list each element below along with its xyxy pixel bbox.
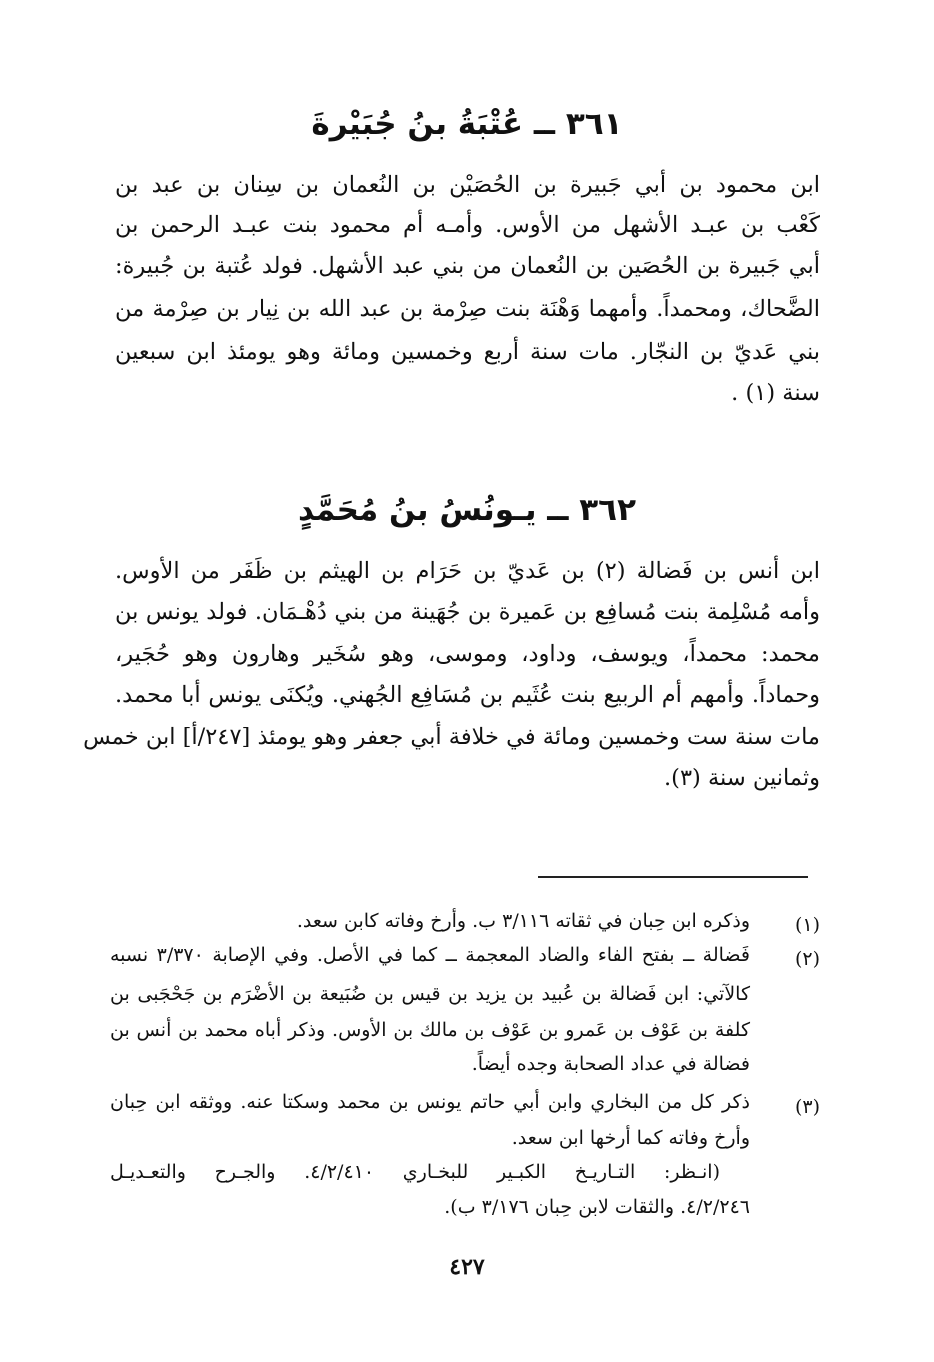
footnote-line: (انـظر: التـاريـخ الكبـير للبخـاري ٤/٢/٤١٠. والجـرح والتعـديـل — [110, 1161, 721, 1183]
footnote-number: (١) — [794, 914, 820, 936]
page-number: ٤٢٧ — [449, 1254, 485, 1280]
footnote-line: وذكره ابن حِبان في ثقاته ٣/١١٦ ب. وأرخ وفاته كابن سعد. — [296, 910, 750, 932]
entry-heading-362: ٣٦٢ ــ يـونُسُ بنُ مُحَمَّدٍ — [297, 492, 637, 528]
entry-361-line: الضَّحاك، ومحمداً. وأمهما وَهْنَة بنت صِرْمة بن عبد الله بن نِيار بن صِرْمة من — [115, 296, 820, 322]
entry-362-line: مات سنة ست وخمسين ومائة في خلافة أبي جعفر وهو يومئذ [٢٤٧/أ] ابن خمس — [83, 724, 820, 750]
entry-361-line: ابن محمود بن أبي جَبيرة بن الحُصَيْن بن النُعمان بن سِنان بن عبد بن — [115, 172, 820, 198]
entry-361-line: بني عَديّ بن النجّار. مات سنة أربع وخمسين ومائة وهو يومئذ ابن سبعين — [115, 339, 820, 365]
entry-heading-361: ٣٦١ ــ عُتْبَةُ بنُ جُبَيْرةَ — [311, 106, 623, 142]
entry-362-line: ابن أنس بن فَضالة (٢) بن عَديّ بن حَرَام بن الهيثم بن ظَفَر من الأوس. — [115, 558, 820, 584]
entry-362-line: وأمه مُسْلِمة بنت مُسافِع بن عَميرة بن جُهَينة من بني دُهْـمَان. فولد يونس بن — [115, 599, 820, 625]
footnote-line: ٤/٢/٢٤٦. والثقات لابن حِبان ٣/١٧٦ ب). — [444, 1196, 750, 1218]
footnote-number: (٢) — [794, 948, 820, 970]
footnote-line: كالآتي: ابن فَضالة بن عُبيد بن يزيد بن قيس بن ضُبَيعة بن الأضْرَم بن جَحْجَبى بن — [110, 983, 750, 1005]
footnote-line: فضالة في عداد الصحابة وجده أيضاً. — [471, 1053, 750, 1075]
footnote-line: وأرخ وفاته كما أرخها ابن سعد. — [511, 1127, 750, 1149]
entry-361-line: أبي جَبيرة بن الحُصَين بن النُعمان من بني عبد الأشهل. فولد عُتبة بن جُبيرة: — [115, 253, 820, 279]
entry-362-line: وحماداً. وأمهم أم الربيع بنت عُثَيم بن مُسَافِع الجُهني. ويُكنَى يونس أبا محمد. — [115, 682, 820, 708]
entry-362-line: محمد: محمداً، ويوسف، وداود، وموسى، وهو سُخَير وهارون وهو حُجَير، — [115, 641, 820, 667]
footnote-line: كلفة بن عَوْف بن عَمرو بن عَوْف بن مالك بن الأوس. وذكر أباه محمد بن أنس بن — [110, 1019, 750, 1041]
entry-362-line: وثمانين سنة (٣). — [664, 765, 820, 791]
footnote-separator — [538, 876, 808, 878]
footnote-line: ذكر كل من البخاري وابن أبي حاتم يونس بن محمد وسكتا عنه. ووثقه ابن حِبان — [110, 1091, 750, 1113]
footnote-number: (٣) — [794, 1096, 820, 1118]
entry-361-line: كَعْب بن عبـد الأشهل من الأوس. وأمـه أم محمود بنت عبـد الرحمن بن — [115, 212, 820, 238]
entry-361-line: سنة (١) . — [731, 380, 820, 406]
footnote-line: فَضالة ــ بفتح الفاء والضاد المعجمة ــ كما في الأصل. وفي الإصابة ٣/٣٧٠ نسبه — [110, 944, 750, 966]
